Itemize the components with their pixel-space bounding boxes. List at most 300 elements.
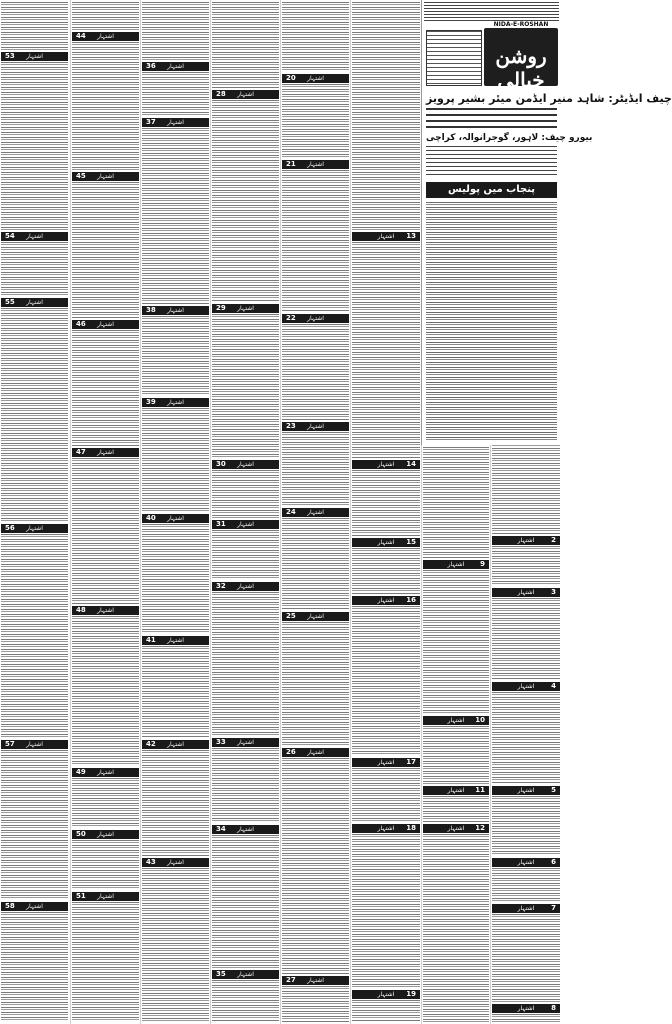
notice-label: اشتہار: [377, 461, 395, 468]
notice-body-text: [72, 840, 139, 890]
classified-notice: [212, 90, 279, 302]
notice-body-text: [352, 242, 420, 458]
notice-body-text: [212, 835, 279, 968]
notice-label: اشتہار: [517, 589, 535, 596]
notice-body-text: [212, 100, 279, 302]
notice-body-text: [1, 912, 68, 1022]
notice-body-text: [282, 758, 349, 974]
notice-number-bar: [212, 738, 279, 747]
classified-notice: [1, 902, 68, 1022]
notice-body-text: [142, 524, 209, 634]
notice-number: 20: [286, 74, 296, 82]
classified-notice: [282, 160, 349, 312]
classified-notice: [212, 304, 279, 458]
column-7: [421, 445, 490, 1024]
classified-notice: [142, 636, 209, 738]
notice-number: 12: [475, 824, 485, 832]
notice-number-bar: [142, 398, 209, 407]
notice-body-text: [492, 598, 560, 680]
notice-number: 4: [551, 682, 556, 690]
notice-body-text: [1, 62, 68, 230]
editorial-title: پنجاب میں پولیس: [447, 184, 536, 195]
notice-number: 58: [5, 902, 15, 910]
notice-label: اشتہار: [97, 33, 114, 40]
notice-body-text: [282, 84, 349, 158]
notice-body-text: [212, 470, 279, 518]
classified-notice: [282, 976, 349, 1022]
notice-label: اشتہار: [307, 613, 324, 620]
notice-number: 44: [76, 32, 86, 40]
masthead: [421, 0, 672, 445]
classified-notice: [492, 536, 560, 586]
notice-label: اشتہار: [237, 583, 254, 590]
classified-notice: [423, 560, 489, 714]
notice-number-bar: [72, 320, 139, 329]
notice-label: اشتہار: [307, 977, 324, 984]
classified-notice: [352, 232, 420, 458]
notice-number-bar: [142, 858, 209, 867]
notice-number-bar: [423, 786, 489, 795]
classified-notice: [72, 172, 139, 318]
column-2: [70, 0, 140, 1024]
notice-number-bar: [1, 298, 68, 307]
classified-notice: [282, 508, 349, 610]
notice-label: اشتہار: [237, 971, 254, 978]
notice-label: اشتہار: [447, 825, 465, 832]
notice-number: 53: [5, 52, 15, 60]
notice-label: اشتہار: [307, 315, 324, 322]
notice-body-text: [142, 408, 209, 512]
notice-body-text: [212, 748, 279, 823]
notice-label: اشتہار: [517, 787, 535, 794]
classified-notice: [72, 32, 139, 170]
masthead-address-lines: [426, 146, 557, 178]
notice-number-bar: [282, 74, 349, 83]
notice-label: اشتہار: [167, 637, 184, 644]
registration-box: [426, 30, 482, 86]
classified-notice: [423, 716, 489, 784]
notice-label: اشتہار: [447, 561, 465, 568]
notice-body-text: [423, 447, 489, 558]
notice-number-bar: [492, 536, 560, 545]
notice-label: اشتہار: [167, 859, 184, 866]
notice-number-bar: [423, 560, 489, 569]
notice-body-text: [142, 2, 209, 60]
notice-body-text: [352, 2, 420, 230]
notice-number-bar: [212, 460, 279, 469]
notice-label: اشتہار: [97, 173, 114, 180]
notice-label: اشتہار: [167, 399, 184, 406]
column-6: [350, 0, 421, 1024]
notice-label: اشتہار: [307, 509, 324, 516]
notice-label: اشتہار: [167, 63, 184, 70]
notice-number: 38: [146, 306, 156, 314]
notice-number-bar: [72, 830, 139, 839]
notice-label: اشتہار: [97, 893, 114, 900]
classified-notice: [282, 612, 349, 746]
notice-number-bar: [72, 448, 139, 457]
classified-notice: [72, 320, 139, 446]
notice-number-bar: [212, 304, 279, 313]
notice-body-text: [492, 692, 560, 784]
notice-label: اشتہار: [517, 1005, 535, 1012]
classified-notice: [72, 768, 139, 828]
notice-label: اشتہار: [237, 461, 254, 468]
notice-number: 41: [146, 636, 156, 644]
notice-number-bar: [142, 636, 209, 645]
notice-body-text: [1, 750, 68, 900]
notice-number: 46: [76, 320, 86, 328]
notice-number: 18: [406, 824, 416, 832]
notice-number-bar: [1, 902, 68, 911]
notice-number-bar: [492, 858, 560, 867]
notice-number: 45: [76, 172, 86, 180]
column-lead-text: [423, 445, 489, 558]
notice-body-text: [282, 622, 349, 746]
notice-number: 16: [406, 596, 416, 604]
notice-number: 57: [5, 740, 15, 748]
notice-body-text: [492, 914, 560, 1002]
notice-number: 15: [406, 538, 416, 546]
classified-notice: [72, 892, 139, 1022]
notice-label: اشتہار: [97, 769, 114, 776]
logo-urdu: روشن خیالی: [495, 44, 547, 92]
notice-number: 43: [146, 858, 156, 866]
classified-notice: [1, 232, 68, 296]
notice-body-text: [142, 868, 209, 1022]
column-lead-text: [142, 0, 209, 60]
notice-number: 26: [286, 748, 296, 756]
classified-notice: [282, 422, 349, 506]
notice-body-text: [492, 1014, 560, 1022]
notice-number-bar: [212, 520, 279, 529]
classified-notice: [142, 858, 209, 1022]
notice-label: اشتہار: [237, 305, 254, 312]
notice-body-text: [352, 470, 420, 536]
notice-body-text: [423, 570, 489, 714]
notice-number-bar: [142, 118, 209, 127]
notice-number: 34: [216, 825, 226, 833]
classified-notice: [142, 118, 209, 304]
notice-number: 32: [216, 582, 226, 590]
notice-number-bar: [492, 1004, 560, 1013]
notice-number-bar: [492, 682, 560, 691]
notice-number: 22: [286, 314, 296, 322]
classified-notice: [492, 1004, 560, 1022]
notice-number: 2: [551, 536, 556, 544]
notice-label: اشتہار: [26, 53, 43, 60]
classified-notice: [492, 682, 560, 784]
notice-body-text: [352, 1000, 420, 1022]
chief-editor-line: چیف ایڈیٹر: شاہد منیر ایڈمن میئر بشیر پرویز: [426, 92, 672, 105]
masthead-top-text: [424, 2, 559, 22]
notice-number: 8: [551, 1004, 556, 1012]
notice-number-bar: [282, 748, 349, 757]
notice-body-text: [212, 530, 279, 580]
notice-label: اشتہار: [26, 525, 43, 532]
column-lead-text: [212, 0, 279, 88]
notice-number-bar: [212, 582, 279, 591]
notice-number-bar: [352, 990, 420, 999]
notice-number-bar: [72, 768, 139, 777]
notice-number-bar: [423, 824, 489, 833]
notice-body-text: [282, 2, 349, 72]
masthead-info-lines: [426, 108, 557, 130]
notice-label: اشتہار: [237, 826, 254, 833]
notice-label: اشتہار: [377, 597, 395, 604]
column-lead-text: [282, 0, 349, 72]
notice-label: اشتہار: [377, 539, 395, 546]
classified-notice: [142, 398, 209, 512]
notice-label: اشتہار: [237, 739, 254, 746]
notice-body-text: [212, 592, 279, 736]
notice-body-text: [423, 726, 489, 784]
notice-number: 39: [146, 398, 156, 406]
notice-number-bar: [142, 306, 209, 315]
notice-body-text: [212, 980, 279, 1022]
notice-number: 49: [76, 768, 86, 776]
notice-number: 47: [76, 448, 86, 456]
column-1: [0, 0, 69, 1024]
notice-number-bar: [1, 740, 68, 749]
notice-number-bar: [282, 612, 349, 621]
notice-number-bar: [282, 314, 349, 323]
notice-number: 25: [286, 612, 296, 620]
notice-number: 36: [146, 62, 156, 70]
notice-number: 21: [286, 160, 296, 168]
notice-body-text: [352, 768, 420, 822]
notice-number: 13: [406, 232, 416, 240]
notice-body-text: [1, 2, 68, 50]
notice-number: 5: [551, 786, 556, 794]
notice-number-bar: [142, 740, 209, 749]
notice-label: اشتہار: [167, 307, 184, 314]
classified-notice: [1, 52, 68, 230]
classified-notice: [212, 582, 279, 736]
classified-notice: [212, 738, 279, 823]
notice-body-text: [142, 750, 209, 856]
notice-body-text: [282, 432, 349, 506]
notice-body-text: [142, 72, 209, 116]
notice-body-text: [282, 986, 349, 1022]
logo-english: NIDA-E-ROSHAN: [493, 21, 549, 28]
notice-number: 28: [216, 90, 226, 98]
classified-notice: [142, 740, 209, 856]
notice-number: 3: [551, 588, 556, 596]
notice-number-bar: [72, 606, 139, 615]
notice-body-text: [423, 834, 489, 1022]
column-8: [490, 410, 561, 1024]
notice-number: 42: [146, 740, 156, 748]
column-lead-text: [1, 0, 68, 50]
notice-number: 10: [475, 716, 485, 724]
notice-number-bar: [72, 892, 139, 901]
notice-number: 27: [286, 976, 296, 984]
classified-notice: [212, 520, 279, 580]
editorial-body-text: [426, 202, 557, 441]
notice-number-bar: [352, 758, 420, 767]
classified-notice: [212, 460, 279, 518]
notice-number: 40: [146, 514, 156, 522]
notice-number-bar: [72, 32, 139, 41]
notice-number-bar: [423, 716, 489, 725]
notice-label: اشتہار: [447, 787, 465, 794]
notice-number: 17: [406, 758, 416, 766]
notice-label: اشتہار: [167, 119, 184, 126]
notice-number: 29: [216, 304, 226, 312]
classified-notice: [1, 524, 68, 738]
notice-label: اشتہار: [26, 233, 43, 240]
notice-label: اشتہار: [517, 905, 535, 912]
notice-number-bar: [492, 588, 560, 597]
notice-label: اشتہار: [237, 91, 254, 98]
notice-body-text: [72, 330, 139, 446]
notice-body-text: [72, 458, 139, 604]
notice-number: 30: [216, 460, 226, 468]
notice-number-bar: [1, 232, 68, 241]
classified-notice: [142, 62, 209, 116]
notice-number: 50: [76, 830, 86, 838]
classified-notice: [352, 596, 420, 756]
notice-body-text: [72, 2, 139, 30]
notice-body-text: [423, 796, 489, 822]
notice-number-bar: [352, 538, 420, 547]
notice-label: اشتہار: [167, 741, 184, 748]
notice-number: 37: [146, 118, 156, 126]
notice-body-text: [352, 606, 420, 756]
notice-body-text: [72, 616, 139, 766]
notice-number: 9: [480, 560, 485, 568]
notice-number-bar: [492, 786, 560, 795]
notice-number-bar: [282, 160, 349, 169]
notice-number-bar: [212, 90, 279, 99]
classified-notice: [1, 740, 68, 900]
notice-number-bar: [72, 172, 139, 181]
column-4: [210, 0, 280, 1024]
classified-notice: [142, 306, 209, 396]
notice-body-text: [352, 548, 420, 594]
notice-label: اشتہار: [377, 233, 395, 240]
notice-label: اشتہار: [307, 749, 324, 756]
classified-notice: [212, 825, 279, 968]
notice-number: 51: [76, 892, 86, 900]
notice-number: 19: [406, 990, 416, 998]
newspaper-logo: [484, 28, 558, 92]
classified-notice: [72, 606, 139, 766]
notice-number-bar: [212, 825, 279, 834]
notice-label: اشتہار: [237, 521, 254, 528]
notice-body-text: [142, 128, 209, 304]
notice-body-text: [352, 834, 420, 988]
notice-label: اشتہار: [307, 161, 324, 168]
notice-number-bar: [282, 976, 349, 985]
notice-label: اشتہار: [97, 831, 114, 838]
notice-body-text: [492, 796, 560, 856]
classified-notice: [352, 758, 420, 822]
classified-notice: [352, 460, 420, 536]
notice-number: 33: [216, 738, 226, 746]
notice-body-text: [282, 324, 349, 420]
classified-notice: [423, 824, 489, 1022]
notice-number: 14: [406, 460, 416, 468]
classified-notice: [352, 824, 420, 988]
notice-number-bar: [352, 824, 420, 833]
column-5: [280, 0, 350, 1024]
column-lead-text: [72, 0, 139, 30]
notice-body-text: [212, 2, 279, 88]
logo-row: [424, 22, 559, 90]
notice-number: 35: [216, 970, 226, 978]
notice-body-text: [1, 308, 68, 522]
notice-number: 7: [551, 904, 556, 912]
notice-label: اشتہار: [26, 741, 43, 748]
notice-body-text: [282, 518, 349, 610]
notice-number-bar: [352, 460, 420, 469]
notice-number: 24: [286, 508, 296, 516]
notice-number: 11: [475, 786, 485, 794]
classified-notice: [212, 970, 279, 1022]
notice-label: اشتہار: [26, 903, 43, 910]
notice-body-text: [142, 316, 209, 396]
notice-label: اشتہار: [307, 423, 324, 430]
classified-notice: [492, 588, 560, 680]
notice-number-bar: [142, 514, 209, 523]
notice-body-text: [212, 314, 279, 458]
notice-body-text: [72, 778, 139, 828]
notice-label: اشتہار: [377, 825, 395, 832]
notice-number: 55: [5, 298, 15, 306]
classified-notice: [1, 298, 68, 522]
notice-label: اشتہار: [517, 859, 535, 866]
notice-label: اشتہار: [517, 537, 535, 544]
notice-number-bar: [1, 52, 68, 61]
classified-notice: [282, 748, 349, 974]
notice-label: اشتہار: [377, 991, 395, 998]
notice-number-bar: [142, 62, 209, 71]
notice-number-bar: [352, 596, 420, 605]
notice-body-text: [72, 182, 139, 318]
classified-notice: [492, 858, 560, 902]
notice-label: اشتہار: [26, 299, 43, 306]
classified-notice: [492, 904, 560, 1002]
notice-number-bar: [352, 232, 420, 241]
column-lead-text: [352, 0, 420, 230]
notice-body-text: [1, 534, 68, 738]
notice-body-text: [72, 902, 139, 1022]
notice-body-text: [142, 646, 209, 738]
notice-body-text: [1, 242, 68, 296]
notice-label: اشتہار: [97, 607, 114, 614]
classified-notice: [282, 314, 349, 420]
classified-notice: [352, 990, 420, 1022]
column-3: [140, 0, 210, 1024]
notice-body-text: [282, 170, 349, 312]
notice-number-bar: [492, 904, 560, 913]
classified-notice: [492, 786, 560, 856]
notice-label: اشتہار: [307, 75, 324, 82]
classified-notice: [142, 514, 209, 634]
notice-number: 23: [286, 422, 296, 430]
classified-notice: [423, 786, 489, 822]
notice-number: 6: [551, 858, 556, 866]
classified-notice: [282, 74, 349, 158]
notice-number-bar: [282, 508, 349, 517]
notice-body-text: [492, 868, 560, 902]
notice-label: اشتہار: [377, 759, 395, 766]
notice-number: 54: [5, 232, 15, 240]
classified-notice: [72, 830, 139, 890]
notice-label: اشتہار: [517, 683, 535, 690]
